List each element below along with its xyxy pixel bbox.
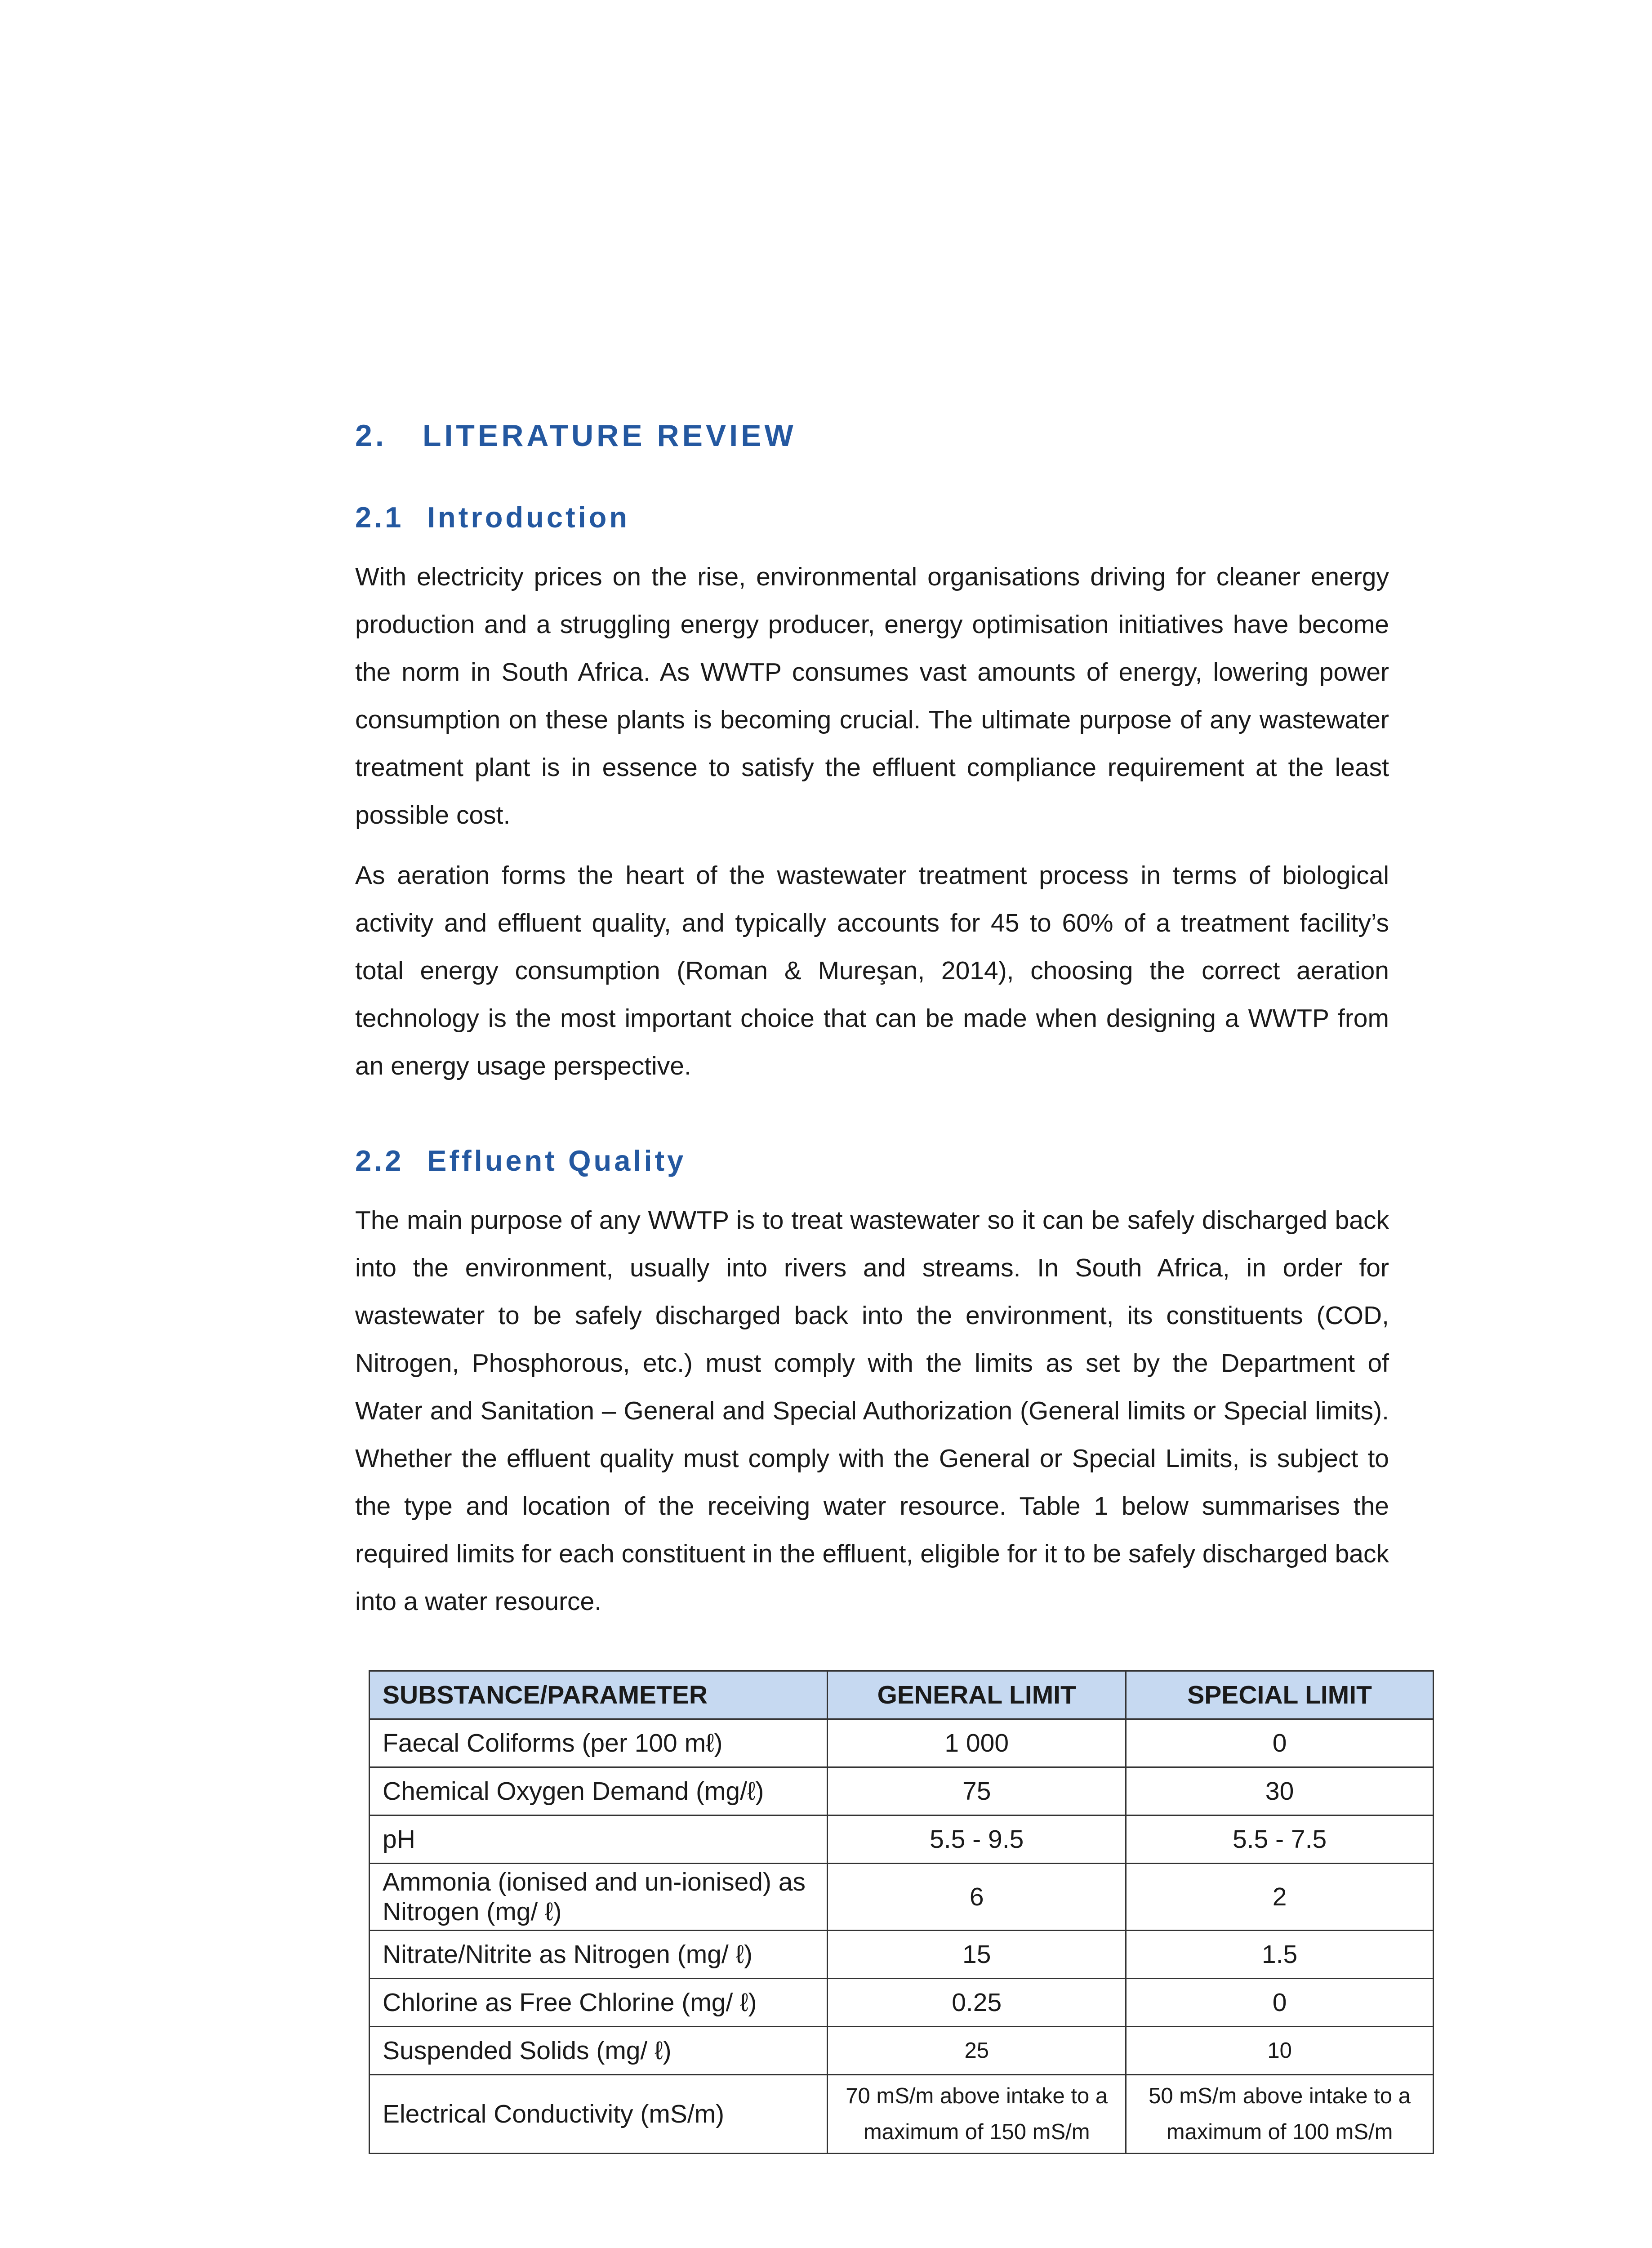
table-cell: 5.5 - 7.5 bbox=[1126, 1815, 1434, 1864]
table-row bbox=[370, 1931, 1434, 1979]
paragraph: The main purpose of any WWTP is to treat wastewater so it can be safely discharged back into the environment, usually into rivers and streams. In South Africa, in order for wastewater to be safely discharged back into the environment, its constituents (COD, Nitrogen, Phosphorous, etc.) must comply with the limits as set by the Department of Water and Sanitation – General and Special Authorization (General limits or Special limits). Whether the effluent quality must comply with the General or Special Limits, is subject to the type and location of the receiving water resource. Table 1 below summarises the required limits for each constituent in the effluent, eligible for it to be safely discharged back into a water resource. bbox=[355, 1206, 1389, 1616]
table-cell: Chlorine as Free Chlorine (mg/ ℓ) bbox=[370, 1979, 828, 2027]
table-cell: Nitrate/Nitrite as Nitrogen (mg/ ℓ) bbox=[370, 1931, 828, 1979]
table-cell: 0 bbox=[1126, 1979, 1434, 2027]
section-number: 2.2 bbox=[355, 1144, 404, 1177]
table-cell: 10 bbox=[1126, 2027, 1434, 2075]
paragraph: As aeration forms the heart of the wastewater treatment process in terms of biological activity and effluent quality, and typically accounts for 45 to 60% of a treatment facility’s total energy consumption (Roman & Mureşan, 2014), choosing the correct aeration technology is the most important choice that can be made when designing a WWTP from an energy usage perspective. bbox=[355, 861, 1389, 1080]
table-cell: 0.25 bbox=[828, 1979, 1126, 2027]
table-row bbox=[370, 1815, 1434, 1864]
paragraph: With electricity prices on the rise, environmental organisations driving for cleaner energy production and a struggling energy producer, energy optimisation initiatives have become the norm in South Africa. As WWTP consumes vast amounts of energy, lowering power consumption on these plants is becoming crucial. The ultimate purpose of any wastewater treatment plant is in essence to satisfy the effluent compliance requirement at the least possible cost. bbox=[355, 562, 1389, 830]
table-cell: 0 bbox=[1126, 1719, 1434, 1767]
table-cell: 2 bbox=[1126, 1864, 1434, 1931]
table-cell: Faecal Coliforms (per 100 mℓ) bbox=[370, 1719, 828, 1767]
table-cell: 75 bbox=[828, 1767, 1126, 1815]
section-title: Introduction bbox=[427, 501, 630, 534]
table-cell: Electrical Conductivity (mS/m) bbox=[370, 2075, 828, 2154]
table-row bbox=[370, 2027, 1434, 2075]
table-cell: pH bbox=[370, 1815, 828, 1864]
chapter-number: 2. bbox=[355, 419, 387, 453]
section-number: 2.1 bbox=[355, 501, 404, 534]
table-row bbox=[370, 1979, 1434, 2027]
table-cell: 1.5 bbox=[1126, 1931, 1434, 1979]
table-cell: 70 mS/m above intake to a maximum of 150 mS/m bbox=[828, 2075, 1126, 2154]
effluent-limits-table bbox=[369, 1670, 1434, 2154]
table-cell: Ammonia (ionised and un-ionised) as Nitrogen (mg/ ℓ) bbox=[370, 1864, 828, 1931]
table-cell: 25 bbox=[828, 2027, 1126, 2075]
table-cell: 30 bbox=[1126, 1767, 1434, 1815]
table-row bbox=[370, 2075, 1434, 2154]
table-cell: 6 bbox=[828, 1864, 1126, 1931]
section-heading-effluent-quality bbox=[355, 1144, 1389, 1178]
table-row bbox=[370, 1719, 1434, 1767]
column-header: GENERAL LIMIT bbox=[828, 1671, 1126, 1719]
column-header: SUBSTANCE/PARAMETER bbox=[370, 1671, 828, 1719]
section-title: Effluent Quality bbox=[427, 1144, 686, 1177]
table-cell: 15 bbox=[828, 1931, 1126, 1979]
chapter-title: LITERATURE REVIEW bbox=[423, 419, 797, 453]
table-row bbox=[370, 1767, 1434, 1815]
table-cell: Chemical Oxygen Demand (mg/ℓ) bbox=[370, 1767, 828, 1815]
chapter-heading bbox=[355, 418, 1389, 453]
table-header-row bbox=[370, 1671, 1434, 1719]
column-header: SPECIAL LIMIT bbox=[1126, 1671, 1434, 1719]
table-cell: 50 mS/m above intake to a maximum of 100 mS/m bbox=[1126, 2075, 1434, 2154]
table-cell: 5.5 - 9.5 bbox=[828, 1815, 1126, 1864]
section-heading-introduction bbox=[355, 500, 1389, 534]
page-content bbox=[355, 418, 1411, 2154]
table-row bbox=[370, 1864, 1434, 1931]
table-cell: 1 000 bbox=[828, 1719, 1126, 1767]
table-cell: Suspended Solids (mg/ ℓ) bbox=[370, 2027, 828, 2075]
